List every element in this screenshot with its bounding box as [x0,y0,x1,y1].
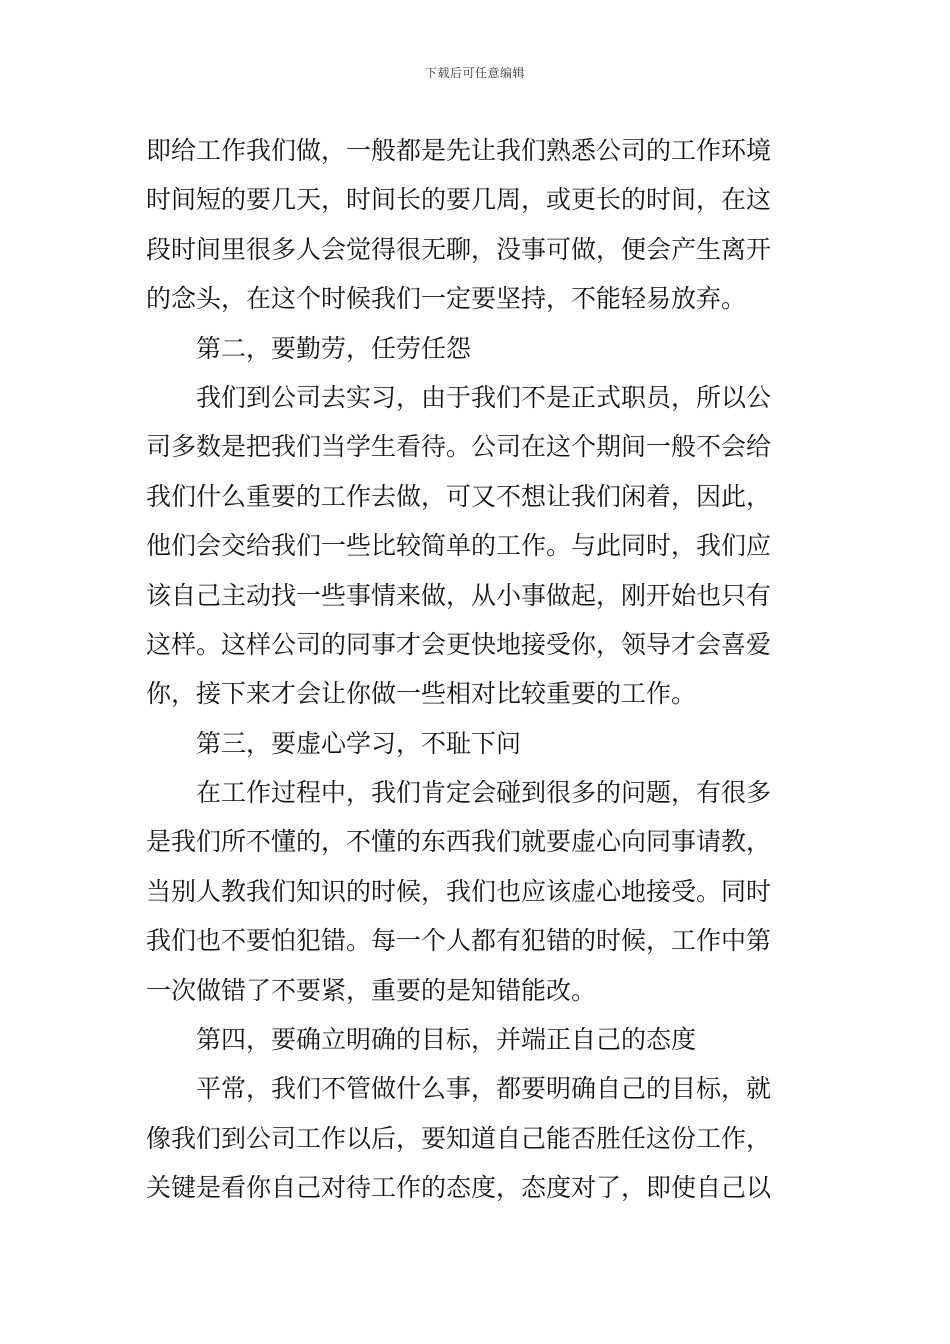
text-line: 时间短的要几天，时间长的要几周，或更长的时间，在这 [146,185,772,215]
text-line: 我们到公司去实习，由于我们不是正式职员，所以公 [196,382,772,412]
document-body [146,126,810,1213]
text-line: 我们什么重要的工作去做，可又不想让我们闲着，因此， [146,481,772,511]
text-line: 即给工作我们做，一般都是先让我们熟悉公司的工作环境 [146,136,772,165]
text-line: 你，接下来才会让你做一些相对比较重要的工作。 [146,679,697,709]
text-line: 司多数是把我们当学生看待。公司在这个期间一般不会给 [146,432,772,462]
text-line: 段时间里很多人会觉得很无聊，没事可做，便会产生离开 [146,234,772,264]
text-line: 在工作过程中，我们肯定会碰到很多的问题，有很多 [196,778,772,808]
text-line: 第三，要虚心学习，不耻下问 [196,728,522,758]
text-line: 平常，我们不管做什么事，都要明确自己的目标，就 [196,1074,772,1104]
text-line: 一次做错了不要紧，重要的是知错能改。 [146,975,597,1005]
text-line: 他们会交给我们一些比较简单的工作。与此同时，我们应 [146,531,772,561]
page-header: 下载后可任意编辑 [424,66,525,80]
text-line: 该自己主动找一些事情来做，从小事做起，刚开始也只有 [146,580,772,610]
text-line: 第二，要勤劳，任劳任怨 [196,333,472,363]
text-line: 是我们所不懂的，不懂的东西我们就要虚心向同事请教， [146,827,772,857]
text-line: 关键是看你自己对待工作的态度，态度对了，即使自己以 [146,1173,772,1203]
text-line: 这样。这样公司的同事才会更快地接受你，领导才会喜爱 [146,629,772,659]
text-line: 像我们到公司工作以后，要知道自己能否胜任这份工作， [146,1123,772,1153]
text-line: 第四，要确立明确的目标，并端正自己的态度 [196,1025,697,1055]
text-line: 我们也不要怕犯错。每一个人都有犯错的时候，工作中第 [146,926,772,956]
text-line: 的念头，在这个时候我们一定要坚持，不能轻易放弃。 [146,284,747,314]
text-line: 当别人教我们知识的时候，我们也应该虚心地接受。同时 [146,876,772,906]
